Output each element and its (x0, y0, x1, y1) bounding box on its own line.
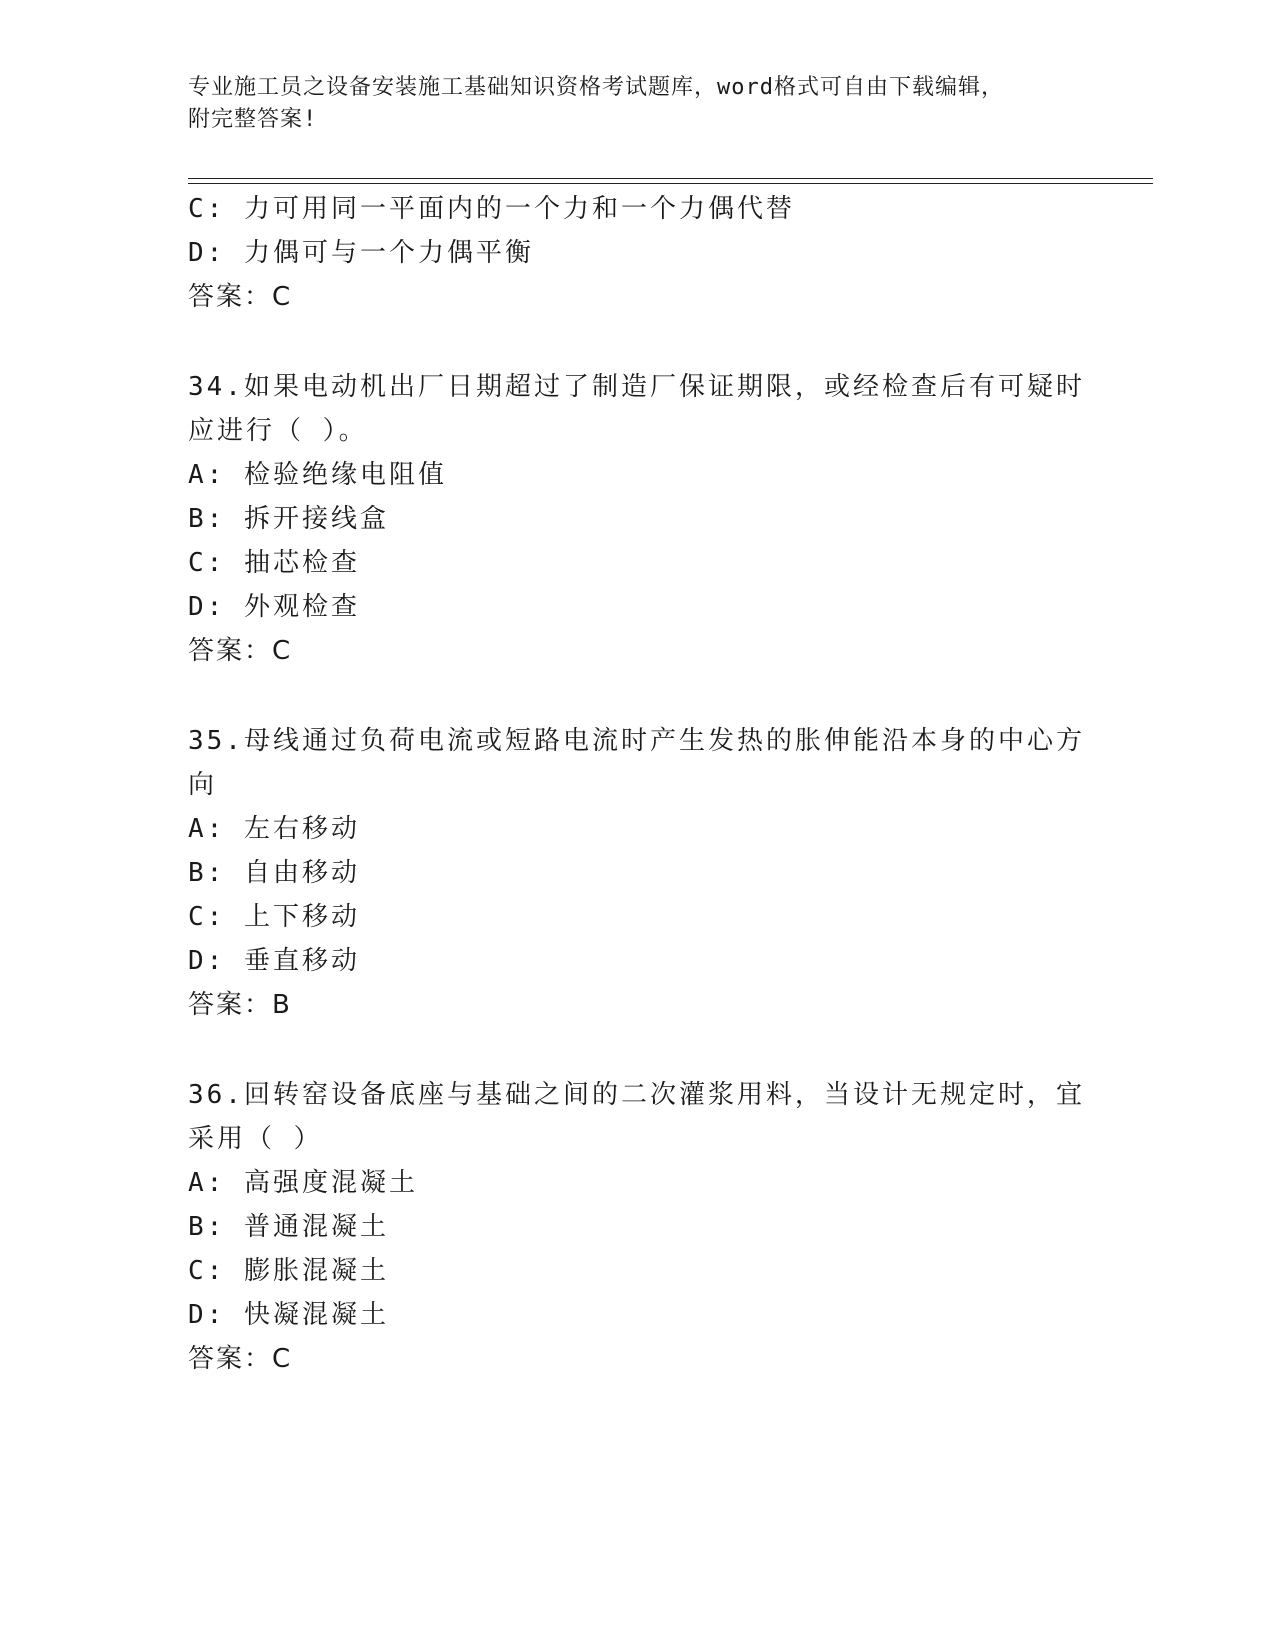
q36-option-d: D: 快凝混凝土 (188, 1300, 389, 1330)
q36-option-a: A: 高强度混凝土 (188, 1168, 418, 1198)
q34-option-c: C: 抽芯检查 (188, 548, 360, 578)
q36-option-b: B: 普通混凝土 (188, 1212, 389, 1242)
q35-option-c: C: 上下移动 (188, 902, 360, 932)
page-header (188, 72, 1088, 136)
q36-option-c: C: 膨胀混凝土 (188, 1256, 389, 1286)
q36-stem-line-1: 36.回转窑设备底座与基础之间的二次灌浆用料，当设计无规定时，宜 (188, 1080, 1085, 1110)
q35-stem-line-2: 向 (188, 770, 218, 800)
q35-option-b: B: 自由移动 (188, 858, 360, 888)
q35-option-d: D: 垂直移动 (188, 946, 360, 976)
q33-option-d: D: 力偶可与一个力偶平衡 (188, 238, 534, 268)
q34-answer: 答案：C (188, 636, 293, 666)
q34-stem-line-1: 34.如果电动机出厂日期超过了制造厂保证期限，或经检查后有可疑时 (188, 372, 1085, 402)
header-divider-bottom (188, 183, 1153, 184)
q35-option-a: A: 左右移动 (188, 814, 360, 844)
header-line-1: 专业施工员之设备安装施工基础知识资格考试题库，word格式可自由下载编辑， (188, 75, 1004, 100)
q33-option-c: C: 力可用同一平面内的一个力和一个力偶代替 (188, 194, 795, 224)
q34-option-d: D: 外观检查 (188, 592, 360, 622)
q36-answer: 答案：C (188, 1344, 293, 1374)
q35-stem-line-1: 35.母线通过负荷电流或短路电流时产生发热的胀伸能沿本身的中心方 (188, 726, 1085, 756)
q34-option-a: A: 检验绝缘电阻值 (188, 460, 447, 490)
q33-answer: 答案：C (188, 282, 293, 312)
q34-option-b: B: 拆开接线盒 (188, 504, 389, 534)
q34-stem-line-2: 应进行（ ）。 (188, 416, 368, 446)
q36-stem-line-2: 采用（ ） (188, 1124, 323, 1154)
header-line-2: 附完整答案! (188, 107, 318, 132)
header-divider-top (188, 178, 1153, 179)
q35-answer: 答案：B (188, 990, 292, 1020)
